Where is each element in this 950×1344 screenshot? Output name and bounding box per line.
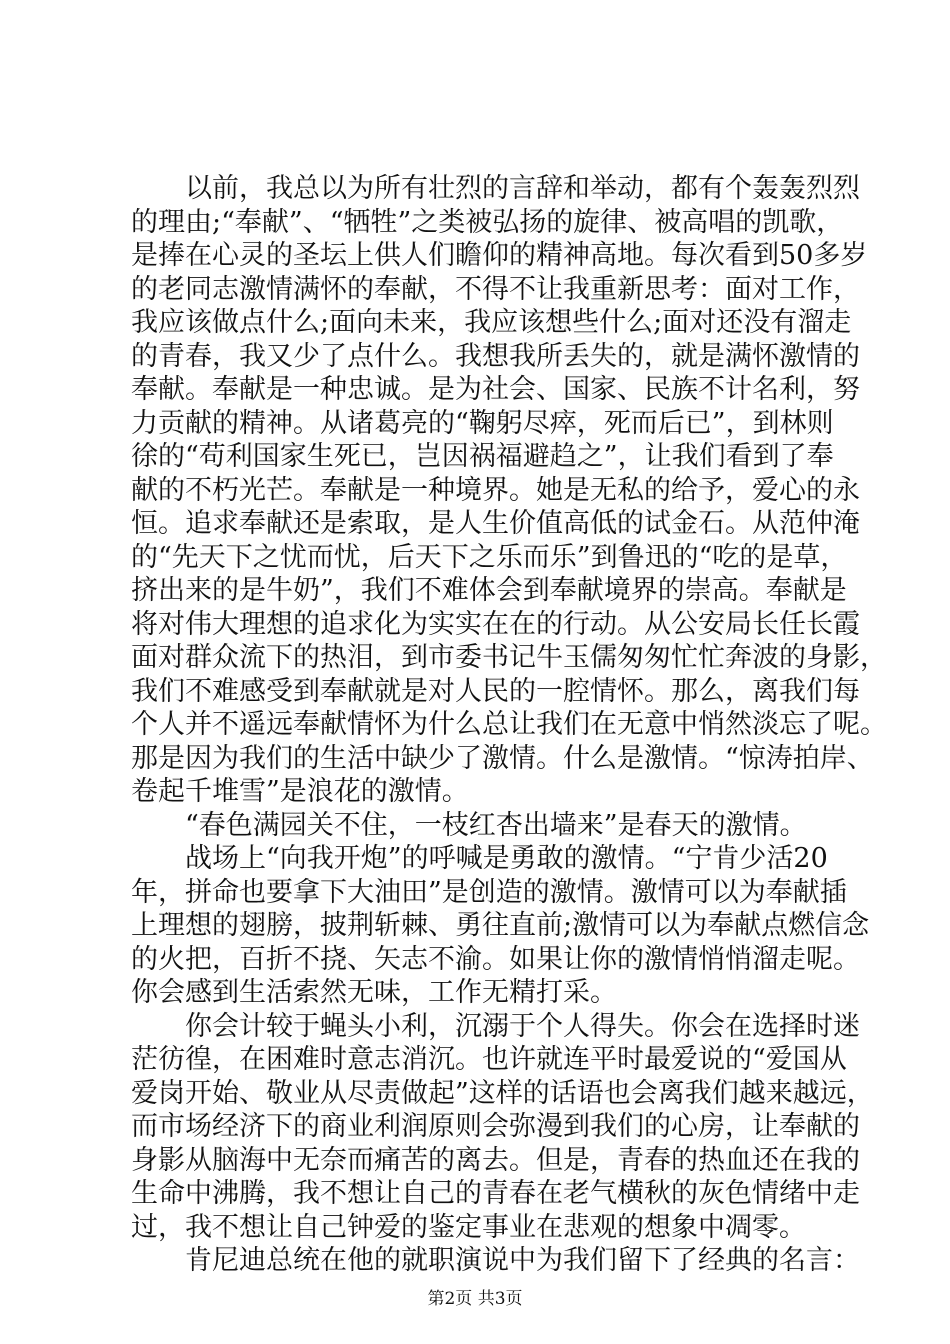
text-line: “春色满园关不住，一枝红杏出墙来”是春天的激情。 (185, 809, 807, 841)
page-number-label: 第2页 共3页 (427, 1289, 523, 1309)
text-line: 战场上“向我开炮”的呼喊是勇敢的激情。“宁肯少活20 (185, 843, 828, 874)
text-line: 献的不朽光芒。奉献是一种境界。她是无私的给予，爱心的永 (131, 474, 860, 506)
text-line: 身影从脑海中无奈而痛苦的离去。但是，青春的热血还在我的 (131, 1144, 860, 1176)
text-line: 面对群众流下的热泪，到市委书记牛玉儒匆匆忙忙奔波的身影， (131, 642, 887, 673)
text-line: 爱岗开始、敬业从尽责做起”这样的话语也会离我们越来越远， (131, 1077, 874, 1109)
page-footer (0, 1284, 950, 1309)
text-line: 的“先天下之忧而忧，后天下之乐而乐”到鲁迅的“吃的是草， (131, 541, 848, 573)
text-line: 茫彷徨，在困难时意志消沉。也许就连平时最爱说的“爱国从 (131, 1044, 847, 1075)
text-line: 的老同志激情满怀的奉献，不得不让我重新思考：面对工作， (131, 273, 860, 305)
text-line: 恒。追求奉献还是索取，是人生价值高低的试金石。从范仲淹 (131, 508, 860, 539)
text-line: 将对伟大理想的追求化为实实在在的行动。从公安局长任长霞 (131, 608, 860, 640)
text-line: 肯尼迪总统在他的就职演说中为我们留下了经典的名言： (185, 1245, 860, 1276)
text-line: 而市场经济下的商业利润原则会弥漫到我们的心房，让奉献的 (131, 1111, 860, 1142)
text-line: 徐的“苟利国家生死已，岂因祸福避趋之”，让我们看到了奉 (131, 441, 834, 472)
text-line: 是捧在心灵的圣坛上供人们瞻仰的精神高地。每次看到50多岁 (131, 240, 868, 271)
text-line: 力贡献的精神。从诸葛亮的“鞠躬尽瘁，死而后已”，到林则 (131, 407, 834, 439)
text-line: 的青春，我又少了点什么。我想我所丢失的，就是满怀激情的 (131, 340, 860, 372)
text-line: 卷起千堆雪”是浪花的激情。 (131, 776, 469, 807)
text-line: 挤出来的是牛奶”，我们不难体会到奉献境界的崇高。奉献是 (131, 575, 847, 606)
document-body (131, 172, 887, 1278)
text-line: 生命中沸腾，我不想让自己的青春在老气横秋的灰色情绪中走 (131, 1178, 860, 1209)
text-line: 的火把，百折不挠、矢志不渝。如果让你的激情悄悄溜走呢。 (131, 943, 860, 975)
text-line: 你会感到生活索然无味，工作无精打采。 (131, 977, 617, 1008)
text-line: 个人并不遥远奉献情怀为什么总让我们在无意中悄然淡忘了呢。 (131, 709, 887, 740)
text-line: 年，拼命也要拿下大油田”是创造的激情。激情可以为奉献插 (131, 876, 847, 908)
text-line: 过，我不想让自己钟爱的鉴定事业在悲观的想象中凋零。 (131, 1211, 806, 1243)
text-line: 以前，我总以为所有壮烈的言辞和举动，都有个轰轰烈烈 (185, 173, 860, 204)
text-line: 我们不难感受到奉献就是对人民的一腔情怀。那么，离我们每 (131, 675, 860, 707)
text-line: 你会计较于蝇头小利，沉溺于个人得失。你会在选择时迷 (185, 1010, 860, 1042)
text-line: 那是因为我们的生活中缺少了激情。什么是激情。“惊涛拍岸、 (131, 742, 874, 774)
text-line: 我应该做点什么;面向未来，我应该想些什么;面对还没有溜走 (131, 307, 852, 338)
text-line: 上理想的翅膀，披荆斩棘、勇往直前;激情可以为奉献点燃信念 (131, 910, 870, 941)
text-line: 的理由;“奉献”、“牺牲”之类被弘扬的旋律、被高唱的凯歌， (131, 206, 844, 238)
text-line: 奉献。奉献是一种忠诚。是为社会、国家、民族不计名利，努 (131, 374, 860, 405)
